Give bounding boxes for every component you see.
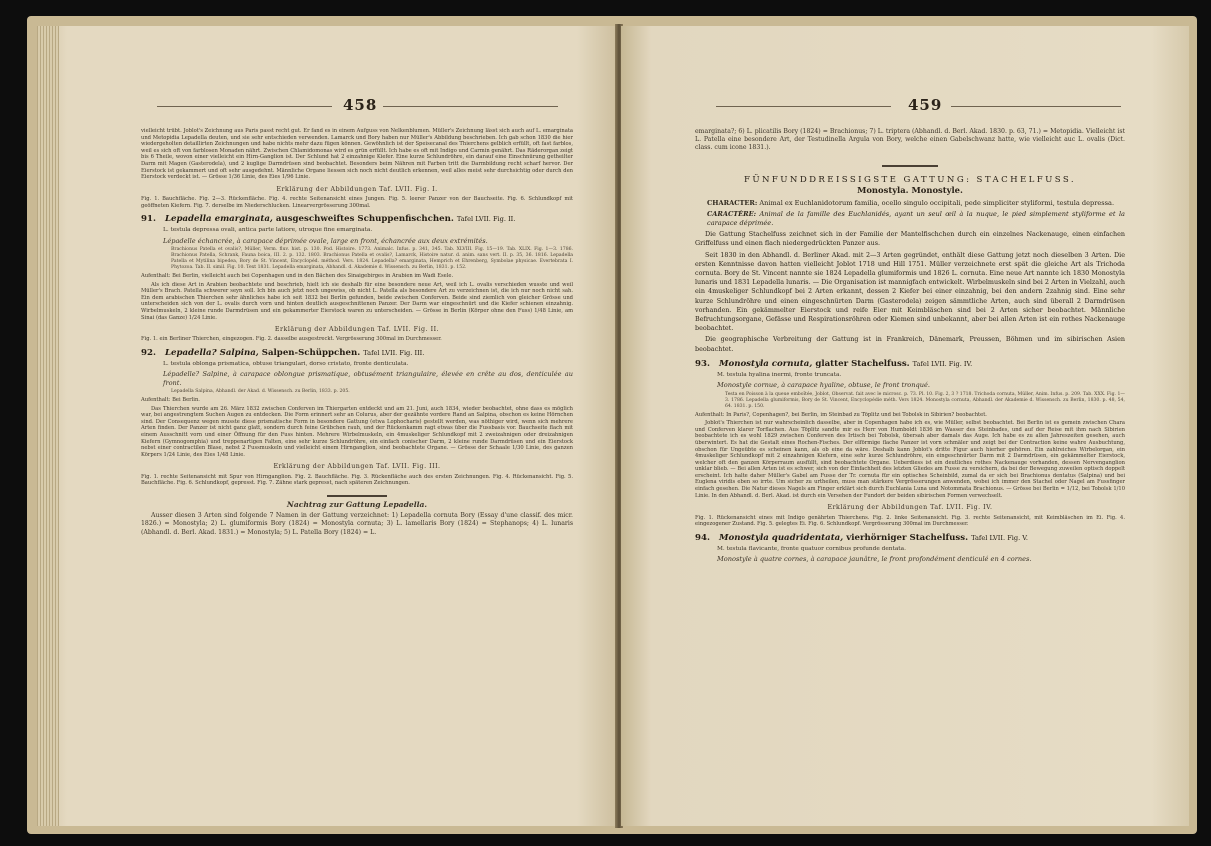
nachtrag-rule — [327, 495, 387, 497]
species-91-heading — [141, 214, 573, 225]
character-label: CHARACTER: — [707, 199, 758, 208]
explanation-title-fig1: Erklärung der Abbildungen Taf. LVII. Fig. I. — [276, 185, 438, 193]
nachtrag-title: Nachtrag zur Gattung Lepadella. — [286, 499, 428, 509]
species-93-name: Monostyla cornuta, — [718, 358, 813, 369]
genus-description — [695, 230, 1125, 354]
intro-paragraph: vielleicht trübt. Joblot's Zeichnung aus Paris passt recht gut. Er fand es in einem Aufguss von Nelkenblumen. Müller's Zeichnung lässt sich auch auf L. emarginata und Metopidia Lepadella deuten, und sie sehr entschieden verwenden. Lamarck und Bory haben nur Müller's Abbildung beschrieben. Ich gab schon 1830 die hier wiedergeholten detaillirten Zeichnungen und habe nichts mehr dazu fügen können. Gewöhnlich ist der Speisecanal des Thierchens gelblich erfüllt, oft fast farblos, weil es sich oft von farblosen Monaden nährt. Zwischen Chlamidomonas wird es grün erfüllt. Ich habe es oft mit Indigo und Carmin genährt. Das Räderorgan zeigt bis 6 Theile, wovon einer vielleicht ein Hirn-Ganglion ist. Der Schlund hat 2 einzahnige Kiefer. Eine kurze Schlundröhre, ein darauf eine Einschnürung getheilter Darm mit Magen (Gasterodela), und 2 kuglige Darmdrüsen sind beobachtet. Besonders beim Nähren mit Farben tritt die Darmbildung recht scharf hervor. Der Eierstock ist gekammert und oft sehr ausgedehnt. Männliche Organe liessen sich noch nicht deutlich erkennen, weil alles meist sehr durchsichtig oder durch den Eierstock verdeckt ist. — Grösse 1/36 Linie, des Eies 1/96 Linie. — [141, 128, 573, 181]
explanation-text-fig2: Fig. 1. ein Berliner Thierchen, eingezogen. Fig. 2. dasselbe ausgestreckt. Vergrösserung 300mal im Durchmesser. — [141, 336, 442, 343]
header-rule-left-b — [383, 106, 558, 107]
species-92-plate: Tafel LVII. Fig. III. — [363, 348, 425, 357]
header-rule-right-b — [951, 106, 1121, 107]
right-column — [695, 128, 1125, 565]
header-rule-left-a — [157, 106, 332, 107]
species-93-text: Joblot's Thierchen ist nur wahrscheinlich dasselbe, aber in Copenhagen habe ich es, wie Müller, selbst beobachtet. Bei Berlin ist es gemein zwischen Chara und Conferven klarer Torflachen. Aus Töplitz sandte mir es Herr von Humboldt 1836 im Wasser des Steinbades, und auf der Reise mit ihm nach Sibirien beobachtete ich es wohl 1829 zwischen Conferven des Irtisch bei Tobolsk, übersah aber damals das Auge. Ich habe es zu allen Jahreszeiten gesehen, auch überwintert. Es hat die Gestalt eines Rochen-Fisches. Der elförmige flache Panzer ist vorn schmäler und zeigt bei der Contraction keine wahre Ausbuchtung, obschon für Ungeübte es scheinen kann, als ob eine da wäre. Deshalb kann Joblot's dritte Figur auch hierher gehören. Ein zahlreiches Wirbelorgan, ein 4muskeliger Schlundkopf mit 2 einzahnigen Kiefern, eine sehr kurze Schlundröhre, ein eingeschnürter Darm mit 2 Darmdrüsen, ein gekämmelter Eierstock, welcher oft den ganzen Körperraum ausfüllt, sind beobachtete Organe. Ueberdiess ist ein deutliches rothes Nackenauge vorhanden, dessen Nervenganglion unklar blieb. — Bei allen Arten ist es schwer, sich von der Einfachheit des letzten Gliedes am Fusse zu versichern, da bei der Bewegung zuweilen optisch doppelt erscheint. Ich halte daher Müller's Gabel am Fusse der Tr. cornuta für ein optisches Scheinbild, zumal da er sich bei Brachionus dentatus (Salpina) und bei Euglena viridis eben so irrte. Um sicher zu urtheilen, muss man stärkere Vergrösserungen anwenden, wobei ich immer den Stachel oder Nagel am Fussfinger einfach gesehen. Die Natur dieses Nagels am Finger erklärt sich durch Euchlania Luna und Notommata Brachionus. — Grösse bei Berlin = 1/12, bei Tobolsk 1/10 Linie. In den Abhandl. d. Berl. Akad. ist durch ein Versehen der Fundort der beiden sibirischen Formen verwechselt. — [695, 420, 1125, 499]
species-92-name: Lepadella? Salpina, — [164, 347, 259, 358]
species-93-number: 93. — [695, 358, 710, 369]
genus-subtitle: Monostyla. Monostyle. — [857, 184, 963, 195]
species-94-number: 94. — [695, 532, 710, 543]
species-91-habitat: Aufenthalt: Bei Berlin, vielleicht auch bei Copenhagen und in den Bächen des Sinaigebirges in Arabien im Wadi Esele. — [141, 272, 454, 279]
character-latin — [695, 199, 1125, 208]
genus-separator-rule — [882, 165, 938, 167]
species-94-plate: Tafel LVII. Fig. V. — [971, 533, 1029, 542]
species-93-common-name: glatter Stachelfuss. — [815, 358, 910, 369]
species-93-habitat: Aufenthalt: In Paris?, Copenhagen?, bei Berlin, im Steinbad zu Töplitz und bei Tobolsk in Sibirien? beobachtet. — [695, 411, 987, 418]
species-94-french: Monostyle à quatre cornes, à carapace jaunâtre, le front profondément denticulé en 4 cornes. — [717, 555, 1032, 564]
species-93-references: Testa en Poisson à la queue emboîtée, Joblot, Observat. fait avec le microsc. p. 73. Pl. 10. Fig. 2, 3 ? 1718. Trichoda cornuta, Müller, Anim. Infus. p. 209. Tab. XXX. Fig. 1—3. 1786. Lepadella glumiformis, Bory de St. Vincent, Encyclopédie méth. Vers 1824. Monostyla cornuta, Abhandl. der Akademie d. Wissensch. zu Berlin, 1830. p. 48, 54, 64. 1831. p. 150. — [725, 391, 1125, 409]
species-91-plate: Tafel LVII. Fig. II. — [456, 215, 516, 224]
explanation-title-fig2: Erklärung der Abbildungen Taf. LVII. Fig. II. — [274, 326, 440, 334]
species-91-common-name: ausgeschweiftes Schuppenfischchen. — [275, 214, 454, 225]
open-book — [27, 16, 1197, 834]
caractere-label: CARACTÈRE: — [707, 210, 757, 219]
right-page-number: 459 — [908, 96, 943, 114]
explanation-text-fig4: Fig. 1. Rückenansicht eines mit Indigo genährten Thierchens. Fig. 2. linke Seitenansicht. Fig. 3. rechte Seitenansicht, mit Keimbläschen im Ei. Fig. 4. eingezogener Zustand. Fig. 5. gelegtes Ei. Fig. 6. Schlundkopf. Vergrösserung 300mal im Durchmesser. — [695, 514, 1125, 528]
species-92-text: Das Thierchen wurde am 26. März 1832 zwischen Conferven im Thiergarten entdeckt und am 21. Juni, auch 1834, wieder beobachtet, ohne dass es möglich war, bei angestrengtem Suchen Augen zu entdecken. Die Form erinnert sehr an Colurus, aber der gezähnte vordere Rand an Salpina, obschon es keine Hörnchen sind. Der Consequenz wegen musste diese prismatische Form in besondere Gattung (etwa Lophocharis) gestellt werden, was nöthiger wird, wenn sich mehrere Arten finden. Der Panzer ist nicht ganz glatt, sondern durch feine Grübchen rauh, und der Rückenkamm ragt etwas über die Fussbasis vor. Bauchseite flach mit einem Ausschnitt vorn und einer Öffnung für den Fuss hinten. Mehrere Wirbelmuskeln, ein 4muskeliger Schlundkopf mit 2 zweizahnigen oder dreizahnigen Kiefern (Gymnogomphia) und treppenartigen Falten, eine sehr kurze Schlundröhre, ein einfach conischer Darm, 2 kleine runde Darmdrüsen und ein Eierstock nebst einer contractilen Blase, nebst 2 Fussmuskeln und vielleicht einem Hirnganglion, sind beobachtete Organe. — Grösse der Schaale 1/30 Linie, des ganzen Körpers 1/24 Linie, des Eies 1/48 Linie. — [141, 405, 573, 458]
species-91-french: Lépadelle échancrée, à carapace déprimée ovale, large en front, échancrée aux deux extrémités. — [163, 236, 488, 245]
character-text: Animal ex Euchlanidotorum familia, ocello singulo occipitali, pede simpliciter styliformi, testula depressa. — [759, 199, 1115, 208]
species-92-latin: L. testula oblonga prismatica, obtuse triangulari, dorso cristato, fronte denticulata. — [163, 360, 409, 367]
genus-paragraph-3: Die geographische Verbreitung der Gattung ist in Frankreich, Dänemark, Preussen, Böhmen und im sibirischen Asien beobachtet. — [695, 335, 1125, 353]
species-93-plate: Tafel LVII. Fig. IV. — [912, 359, 973, 368]
species-94-heading — [695, 533, 1125, 544]
species-91-text: Als ich diese Art in Arabien beobachtete und beschrieb, hielt ich sie deshalb für eine besondere neue Art, weil ich L. ovalis verschieden wusste und weil Müller's Brach. Patella schwerer seyn soll. Ich bin auch jetzt noch ungewiss, ob nicht L. Patella als besondere Art zu verzeichnen ist, die ich nur noch nicht sah. Ein dem arabischen Thierchen sehr ähnliches habe ich seit 1832 bei Berlin gefunden, beide zwischen Conferven. Beide sind ziemlich von gleicher Grösse und unterscheiden sich von der L. ovalis durch vorn und hinten deutlich ausgeschnittenen Panzer. Der Darm war eingeschnürt und die Kiefer schienen einzahnig. Wirbelmuskeln, 2 kleine runde Darmdrüsen und ein gekammerter Eierstock waren zu unterscheiden. — Grösse in Berlin (Körper ohne den Fuss) 1/48 Linie, am Sinai (das Ganze) 1/24 Linie. — [141, 281, 573, 321]
species-92-common-name: Salpen-Schüppchen. — [261, 347, 361, 358]
left-page-number: 458 — [343, 96, 378, 114]
nachtrag-text: Ausser diesen 3 Arten sind folgende 7 Namen in der Gattung verzeichnet: 1) Lepadella cornuta Bory (Essay d'une classif. des micr. 1826.) = Monostyla; 2) L. glumiformis Bory (1824) = Monostyla cornuta; 3) L. lamellaris Bory (1824) = Stephanops; 4) L. lunaris (Abhandl. d. Berl. Akad. 1831.) = Monostyla; 5) L. Patella Bory (1824) = L. — [141, 512, 573, 536]
explanation-title-fig4: Erklärung der Abbildungen Taf. LVII. Fig. IV. — [827, 504, 993, 512]
left-page — [37, 26, 617, 826]
left-column — [141, 128, 573, 539]
caractere-text: Animal de la famille des Euchlanidés, ayant un seul œil à la nuque, le pied simplement styliforme et la carapace déprimée. — [707, 210, 1125, 228]
page-edge-stack — [37, 26, 59, 826]
genus-paragraph-2: Seit 1830 in den Abhandl. d. Berliner Akad. mit 2—3 Arten gegründet, enthält diese Gattung jetzt noch dieselben 3 Arten. Die ersten Kenntnisse davon hatten vielleicht Joblot 1718 und Hill 1751. Müller verzeichnete erst spät die gleiche Art als Trichoda cornuta. Bory de St. Vincent nannte sie 1824 Lepadella glumiformis und 1826 L. cornuta. Eine neue Art nannte ich 1830 Monostyla lunaris und 1831 Lepadella lunaris. — Die Organisation ist mannigfach entwickelt. Wirbelmuskeln sind bei 2 Arten in Vielzahl, auch ein 4muskeliger Schlundkopf bei 2 Arten erkannt, dessen 2 Kiefer bei einer einzahnig, bei den andern 2zahnig sind. Eine sehr kurze Schlundröhre und einen eingeschnürten Darm (Gasterodela) zeigen sämmtliche Arten, auch sind überall 2 Darmdrüsen vorhanden. Ein gekämmelter Eierstock und reife Eier mit Keimbläschen sind bei 2 Arten sicher beobachtet. Männliche Befruchtungsorgane, Gefässe und Respirationsröhren oder Kiemen sind unbekannt, aber bei allen Arten ist ein rothes Nackenauge beobachtet. — [695, 250, 1125, 333]
species-92-heading — [141, 348, 573, 359]
species-91-references: Brachionus Patella et ovalis?, Müller, Verm. fluv. hist. p. 130. Pod. Histoire. 1773. Animalc. Infus. p. 341, 345. Tab. XLVIII. Fig. 15—19. Tab. XLIX. Fig. 1—3. 1786. Brachionus Patella, Schrank, Fauna boica, III. 2. p. 132. 1803. Brachionus Patella et ovalis?, Lamarck, Histoire natur. d. anim. sans vert. II. p. 35, 36. 1816. Lepadella Patella et Mytilina bipedea, Bory de St. Vincent, Encyclopéd. méthod. Vers. 1824. Lepadella? emarginata, Hemprich et Ehrenberg, Symbolae physicae. Evertebrata I. Phytozoa. Tab. II. simil. Fig. 10. Text 1831. Lepadella emarginata, Abhandl. d. Akademie d. Wissensch. zu Berlin, 1831. p. 152. — [171, 246, 573, 270]
right-page — [621, 26, 1189, 826]
species-92-french: Lépadelle? Salpine, à carapace oblongue prismatique, obtusément triangulaire, élevée en crête au dos, denticulée au front. — [163, 370, 573, 387]
species-93-french: Monostyle cornue, à carapace hyaline, obtuse, le front tronqué. — [717, 381, 930, 390]
genus-paragraph-1: Die Gattung Stachelfuss zeichnet sich in der Familie der Mantelfischchen durch ein einzelnes Nackenauge, einen einfachen Griffelfuss und einen flach niedergedrückten Panzer aus. — [695, 230, 1125, 248]
header-rule-right-a — [716, 106, 891, 107]
species-93-latin: M. testula hyalina inermi, fronte truncata. — [717, 371, 842, 378]
species-94-latin: M. testula flavicante, fronte quatuor cornibus profunde dentata. — [717, 545, 906, 552]
genus-title: FÜNFUNDDREISSIGSTE GATTUNG: STACHELFUSS. — [743, 174, 1076, 185]
species-92-references: Lepadella Salpina, Abhandl. der Akad. d. Wissensch. zu Berlin, 1833. p. 205. — [171, 389, 350, 395]
species-91-name: Lepadella emarginata, — [164, 214, 273, 225]
explanation-text-fig3: Fig. 1. rechte Seitenansicht mit Spur von Hirnganglion. Fig. 2. Bauchfläche. Fig. 3. Rückenfläche auch des ersten Zeichnungen. Fig. 4. Rückenansicht. Fig. 5. Bauchfläche. Fig. 6. Schlundkopf, gepresst. Fig. 7. Zähne stark gepresst, nach späteren Zeichnungen. — [141, 473, 573, 487]
species-91-latin: L. testula depressa ovali, antica parte latiore, utroque fine emarginata. — [163, 227, 373, 234]
caractere-french — [695, 210, 1125, 228]
species-94-name: Monostyla quadridentata, — [718, 532, 844, 543]
species-91-number: 91. — [141, 214, 156, 225]
explanation-title-fig3: Erklärung der Abbildungen Taf. LVII. Fig. III. — [273, 463, 441, 471]
species-92-habitat: Aufenthalt: Bei Berlin. — [141, 397, 200, 404]
explanation-text-fig1: Fig. 1. Bauchfläche. Fig. 2—3. Rückenfläche. Fig. 4. rechte Seitenansicht eines Jungen. Fig. 5. leerer Panzer von der Bauchseite. Fig. 6. Schlundkopf mit geöffneten Kiefern. Fig. 7. derselbe im Niederschlucken. Linearvergrösserung 300mal. — [141, 196, 573, 209]
species-93-heading — [695, 359, 1125, 370]
species-94-common-name: vierhörniger Stachelfuss. — [846, 532, 969, 543]
species-92-number: 92. — [141, 347, 156, 358]
nachtrag-continuation: emarginata?; 6) L. plicatilis Bory (1824) = Brachionus; 7) L. triptera (Abhandl. d. Berl. Akad. 1830. p. 63, 71.) = Metopidia. Vielleicht ist L. Patella eine besondere Art, der Testudinella Argula von Bory, welche einen Gabelschwanz hatte, wie vielleicht auc L. ovalis (Dict. class. cum icone 1831.). — [695, 128, 1125, 152]
